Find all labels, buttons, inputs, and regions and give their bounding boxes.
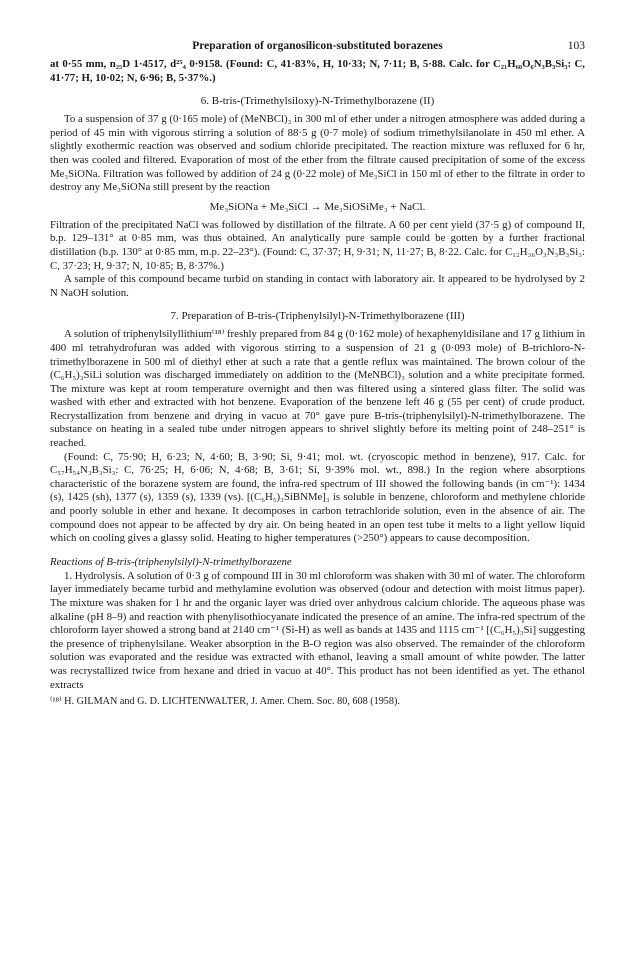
- running-title: Preparation of organosilicon-substituted borazenes: [192, 40, 443, 52]
- continuation-paragraph: at 0·55 mm, n₂₅D 1·4517, d²⁵₄ 0·9158. (Found: C, 41·83%, H, 10·33; N, 7·11; B, 5·88. Calc. for C₂₁H₆₀O₆N₃B₃Si₃: C, 41·77; H, 10·02; N, 6·96; B, 5·37%.): [50, 58, 585, 84]
- section-6-heading: 6. B-tris-(Trimethylsiloxy)-N-Trimethylborazene (II): [200, 95, 435, 108]
- reaction-equation: Me₃SiONa + Me₃SiCl → Me₃SiOSiMe₃ + NaCl.: [209, 200, 426, 213]
- section-7-paragraph-2: (Found: C, 75·90; H, 6·23; N, 4·60; B, 3·90; Si, 9·41; mol. wt. (cryoscopic method in benzene), 917. Calc. for C₅₇H₅₄N₃B₃Si₃: C, 76·25; H, 6·06; N, 4·68; B, 3·61; Si, 9·39% mol. wt., 898.) In the region where absorptions characteristic of the borazene system are found, the infra-red spectrum of III showed the following bands (in cm⁻¹): 1434 (s), 1425 (sh), 1377 (s), 1359 (s), 1339 (vs). [(C₆H₅)₃SiBNMe]₃ is soluble in benzene, chloroform and methylene chloride and poorly soluble in ether and hexane. It decomposes in carbon tetrachloride solution, even in the absence of air. The compound does not appear to be affected by dry air. On being heated in an open test tube it melts to a light yellow liquid which on cooling gives a glassy solid. Heating to higher temperatures (>250°) appears to cause decomposition.: [50, 450, 585, 545]
- running-header: [50, 40, 585, 58]
- page-number: 103: [567, 40, 585, 52]
- reactions-heading: Reactions of B-tris-(triphenylsilyl)-N-trimethylborazene: [50, 555, 292, 568]
- footnote: ⁽¹⁸⁾ H. GILMAN and G. D. LICHTENWALTER, J. Amer. Chem. Soc. 80, 608 (1958).: [50, 696, 400, 708]
- section-6-paragraph-2: Filtration of the precipitated NaCl was followed by distillation of the filtrate. A 60 per cent yield (37·5 g) of compound II, b.p. 129–131° at 0·85 mm, was thus obtained. An analytically pure sample could be gotten by a further fractional distillation (b.p. 130° at 0·85 mm, m.p. 22–23°). (Found: C, 37·37; H, 9·31; N, 11·27; B, 8·22. Calc. for C₁₂H₃₆O₃N₃B₃Si₃: C, 37·23; H, 9·37; N, 10·85; B, 8·37%.): [50, 218, 585, 272]
- section-6-paragraph-3: A sample of this compound became turbid on standing in contact with laboratory air. It appeared to be hydrolysed by 2 N NaOH solution.: [50, 273, 585, 299]
- section-7-paragraph-1: A solution of triphenylsilyllithium⁽¹⁸⁾ freshly prepared from 84 g (0·162 mole) of hexaphenyldisilane and 17 g lithium in 400 ml tetrahydrofuran was added with vigorous stirring to a suspension of 21 g (0·093 mole) of B-trichloro-N-trimethylborazene in 500 ml of diethyl ether at such a rate that a gentle reflux was maintained. The brown colour of the (C₆H₅)₃SiLi solution was discharged immediately on addition to the (MeNBCl)₃ solution and a white precipitate formed. The mixture was kept at room temperature overnight and then was filtered using a sintered glass filter. The solid was washed with ether and extracted with hot benzene. Evaporation of the benzene left 46 g (55 per cent) of crude product. Recrystallization from benzene and drying in vacuo at 70° gave pure B-tris-(triphenylsilyl)-N-trimethylborazene. The substance on heating in a sealed tube under nitrogen appears to shrivel slightly before its melting point of 248–251° is reached.: [50, 328, 585, 450]
- section-6-paragraph-1: To a suspension of 37 g (0·165 mole) of (MeNBCl)₃ in 300 ml of ether under a nitrogen atmosphere was added during a period of 45 min with vigorous stirring a solution of 88·5 g (0·7 mole) of sodium trimethylsilanolate in 450 ml ether. A slightly exothermic reaction was observed and sodium chloride precipitated. The reaction mixture was refluxed for 6 hr, then was cooled and filtered. Evaporation of most of the ether from the filtrate caused precipitation of some of the excess Me₃SiONa. Filtration was followed by addition of 24 g (0·22 mole) of Me₃SiCl in 150 ml of ether to the filtrate in order to destroy any Me₃SiONa still present by the reaction: [50, 113, 585, 194]
- section-7-heading: 7. Preparation of B-tris-(Triphenylsilyl)-N-Trimethylborazene (III): [170, 310, 465, 323]
- reactions-paragraph-1: 1. Hydrolysis. A solution of 0·3 g of compound III in 30 ml chloroform was shaken with 30 ml of water. The chloroform layer immediately became turbid and methylamine evolution was observed (odour and detection with moist litmus paper). The mixture was shaken for 1 hr and the organic layer was dried over anhydrous calcium chloride. The aqueous phase was alkaline (pH 8–9) and reaction with phenylisothiocyanate indicated the presence of an amine. The infra-red spectrum of the chloroform layer showed a strong band at 2140 cm⁻¹ (Si-H) as well as bands at 1435 and 1115 cm⁻¹ [(C₆H₅)₃Si] suggesting the presence of triphenylsilane. Weaker absorption in the B-O region was also observed. The remainder of the chloroform solution was evaporated and the residue was extracted with ethanol, leaving a small amount of white powder. The latter was recrystallized twice from hexane and dried in vacuo at 40°. This product has not been identified as yet. The ethanol extracts: [50, 569, 585, 691]
- paper-page: [50, 40, 585, 707]
